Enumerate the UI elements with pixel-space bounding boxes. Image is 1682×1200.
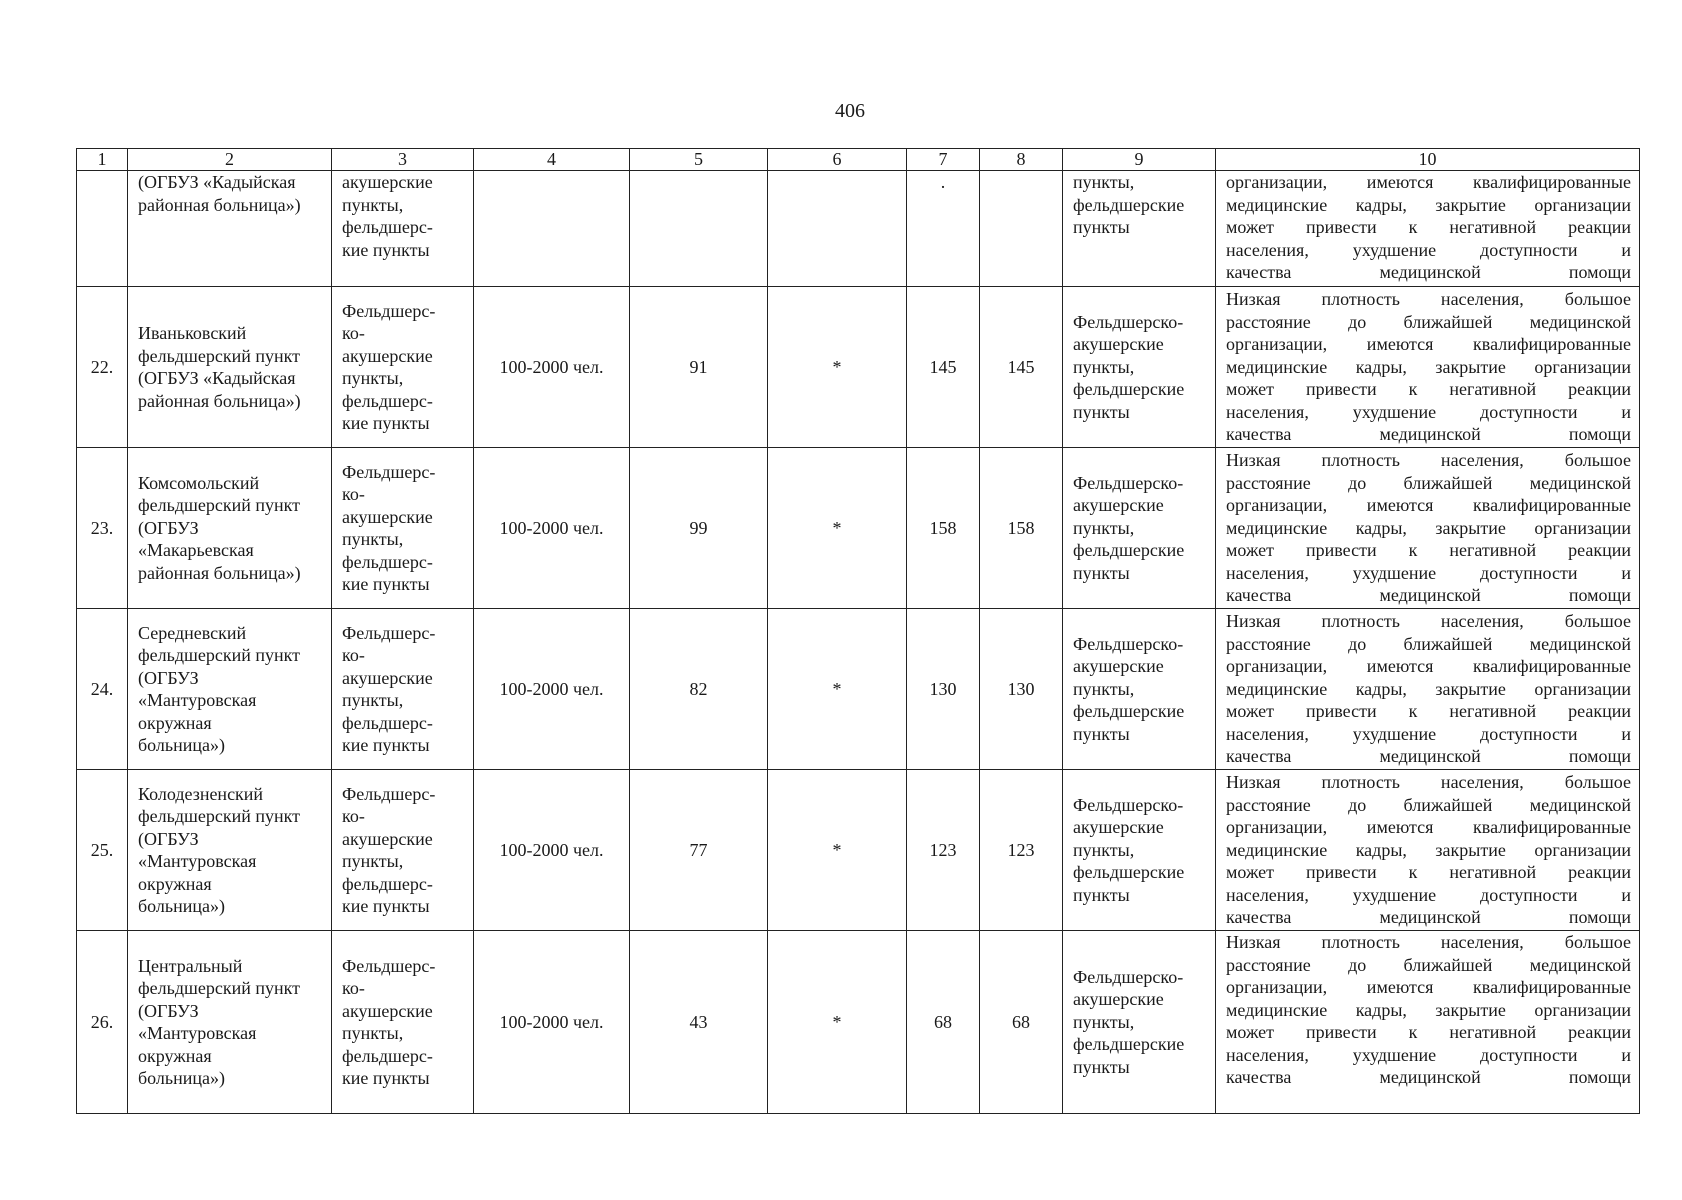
text-line: расстояние до ближайшей медицинской <box>1226 311 1631 332</box>
text-line: фельдшерс- <box>342 873 433 894</box>
text-line: пункты <box>1073 884 1130 905</box>
text-line: Низкая плотность населения, большое <box>1226 932 1631 952</box>
facility-type-cell <box>332 931 474 1114</box>
table-row <box>77 609 1640 770</box>
col7-cell: 123 <box>907 770 980 931</box>
col8-cell: 123 <box>980 770 1063 931</box>
text-line: Середневский <box>138 622 247 643</box>
column-header: 9 <box>1063 149 1216 171</box>
text-line: (ОГБУЗ <box>138 1000 199 1021</box>
text-line: организации, имеются квалифицированные <box>1226 656 1631 677</box>
column-header: 10 <box>1216 149 1640 171</box>
text-line: пункты, <box>342 194 404 215</box>
text-line: пункты, <box>1073 517 1135 538</box>
text-line: фельдшерские <box>1073 379 1185 400</box>
text-line: районная больница») <box>138 194 301 215</box>
text-line: пункты, <box>342 529 404 549</box>
text-line: Иваньковский <box>138 323 247 343</box>
text-line: населения, ухудшение доступности и <box>1226 884 1631 905</box>
table-header-row <box>77 149 1640 171</box>
text-line: акушерские <box>342 345 433 366</box>
col6-cell: * <box>768 448 907 609</box>
text-line: медицинские кадры, закрытие организации <box>1226 194 1631 215</box>
col6-cell: * <box>768 609 907 770</box>
text-line: Фельдшерс- <box>342 783 436 804</box>
text-line: качества медицинской помощи <box>1226 746 1631 767</box>
text-line: Низкая плотность населения, большое <box>1226 450 1631 471</box>
row-number-cell: 23. <box>77 448 128 609</box>
text-line: (ОГБУЗ «Кадыйская <box>138 172 296 192</box>
reason-cell <box>1216 171 1640 287</box>
col6-cell <box>768 171 907 287</box>
col5-cell: 82 <box>630 609 768 770</box>
text-line: расстояние до ближайшей медицинской <box>1226 472 1631 493</box>
text-line: Низкая плотность населения, большое <box>1226 772 1631 793</box>
column-header: 4 <box>474 149 630 171</box>
facility-name-cell <box>128 931 332 1114</box>
text-line: медицинские кадры, закрытие организации <box>1226 839 1631 860</box>
text-line: Центральный <box>138 955 243 976</box>
text-line: Фельдшерско- <box>1073 966 1184 987</box>
facility-name-cell <box>128 609 332 770</box>
text-line: населения, ухудшение доступности и <box>1226 401 1631 422</box>
col7-cell: 145 <box>907 287 980 448</box>
col5-cell: 91 <box>630 287 768 448</box>
page-number: 406 <box>835 100 865 122</box>
text-line: кие пункты <box>342 896 430 916</box>
text-line: Фельдшерско- <box>1073 311 1184 332</box>
text-line: может привести к негативной реакции <box>1226 862 1631 883</box>
text-line: населения, ухудшение доступности и <box>1226 239 1631 260</box>
facility-type-cell <box>332 448 474 609</box>
column-header: 5 <box>630 149 768 171</box>
table-row <box>77 931 1640 1114</box>
text-line: кие пункты <box>342 574 430 594</box>
text-line: фельдшерс- <box>342 712 433 733</box>
text-line: кие пункты <box>342 413 430 433</box>
text-line: организации, имеются квалифицированные <box>1226 817 1631 838</box>
text-line: акушерские <box>342 172 433 192</box>
text-line: организации, имеются квалифицированные <box>1226 334 1631 355</box>
text-line: Низкая плотность населения, большое <box>1226 289 1631 310</box>
text-line: фельдшерский пункт <box>138 978 300 998</box>
col8-cell: 145 <box>980 287 1063 448</box>
text-line: фельдшерс- <box>342 390 433 411</box>
column-header: 7 <box>907 149 980 171</box>
column-header: 6 <box>768 149 907 171</box>
text-line: (ОГБУЗ <box>138 828 199 849</box>
text-line: качества медицинской помощи <box>1226 585 1631 606</box>
text-line: акушерские <box>342 506 433 527</box>
text-line: (ОГБУЗ <box>138 517 199 538</box>
row-number-cell: 26. <box>77 931 128 1114</box>
table-row <box>77 770 1640 931</box>
text-line: кие пункты <box>342 1068 430 1088</box>
text-line: акушерские <box>1073 656 1164 677</box>
text-line: пункты, <box>342 851 404 871</box>
facility-type-cell <box>332 287 474 448</box>
text-line: пункты, <box>1073 356 1135 377</box>
text-line: фельдшерский пункт <box>138 806 300 826</box>
text-line: окружная <box>138 873 212 894</box>
text-line: Комсомольский <box>138 472 260 493</box>
text-line: «Мантуровская <box>138 851 257 871</box>
text-line: Фельдшерско- <box>1073 794 1184 815</box>
text-line: фельдшерский пункт <box>138 645 300 665</box>
text-line: больница») <box>138 896 225 916</box>
text-line: медицинские кадры, закрытие организации <box>1226 517 1631 538</box>
text-line: фельдшерс- <box>342 1045 433 1066</box>
text-line: фельдшерс- <box>342 551 433 572</box>
text-line: фельдшерс- <box>342 217 433 237</box>
text-line: качества медицинской помощи <box>1226 424 1631 445</box>
col5-cell: 99 <box>630 448 768 609</box>
profile-cell <box>1063 287 1216 448</box>
row-number-cell: 24. <box>77 609 128 770</box>
facility-name-cell <box>128 770 332 931</box>
text-line: акушерские <box>1073 495 1164 516</box>
text-line: Низкая плотность населения, большое <box>1226 611 1631 632</box>
reason-cell <box>1216 287 1640 448</box>
row-number-cell: 25. <box>77 770 128 931</box>
col8-cell: 158 <box>980 448 1063 609</box>
text-line: ко- <box>342 645 365 665</box>
text-line: пункты <box>1073 217 1130 237</box>
text-line: акушерские <box>1073 989 1164 1010</box>
reason-cell <box>1216 609 1640 770</box>
facility-name-cell <box>128 171 332 287</box>
text-line: пункты, <box>342 1023 404 1043</box>
population-cell: 100-2000 чел. <box>474 448 630 609</box>
text-line: фельдшерский пункт <box>138 345 300 366</box>
text-line: ко- <box>342 484 365 504</box>
text-line: расстояние до ближайшей медицинской <box>1226 633 1631 654</box>
text-line: акушерские <box>342 828 433 849</box>
facility-type-cell <box>332 770 474 931</box>
text-line: Фельдшерс- <box>342 461 436 482</box>
text-line: Фельдшерс- <box>342 955 436 976</box>
text-line: может привести к негативной реакции <box>1226 701 1631 722</box>
text-line: может привести к негативной реакции <box>1226 540 1631 561</box>
text-line: пункты, <box>1073 1011 1135 1032</box>
col6-cell: * <box>768 770 907 931</box>
col7-cell: 158 <box>907 448 980 609</box>
text-line: фельдшерские <box>1073 701 1185 722</box>
text-line: Фельдшерско- <box>1073 633 1184 654</box>
text-line: медицинские кадры, закрытие организации <box>1226 999 1631 1020</box>
col6-cell: * <box>768 931 907 1114</box>
facility-type-cell <box>332 609 474 770</box>
text-line: Фельдшерс- <box>342 622 436 643</box>
table-row <box>77 287 1640 448</box>
column-header: 2 <box>128 149 332 171</box>
col8-cell: 68 <box>980 931 1063 1114</box>
text-line: пункты, <box>342 690 404 710</box>
table-row <box>77 448 1640 609</box>
table-row-continuation <box>77 171 1640 287</box>
text-line: Фельдшерско- <box>1073 472 1184 493</box>
text-line: Колодезненский <box>138 783 264 804</box>
text-line: фельдшерские <box>1073 1034 1185 1055</box>
column-header: 1 <box>77 149 128 171</box>
text-line: акушерские <box>342 1000 433 1021</box>
text-line: фельдшерские <box>1073 540 1185 561</box>
profile-cell <box>1063 171 1216 287</box>
col7-cell: 130 <box>907 609 980 770</box>
text-line: населения, ухудшение доступности и <box>1226 562 1631 583</box>
text-line: акушерские <box>342 667 433 688</box>
text-line: больница») <box>138 735 225 755</box>
text-line: (ОГБУЗ «Кадыйская <box>138 368 296 388</box>
text-line: организации, имеются квалифицированные <box>1226 495 1631 516</box>
text-line: больница») <box>138 1068 225 1088</box>
text-line: медицинские кадры, закрытие организации <box>1226 356 1631 377</box>
col7-cell: . <box>907 171 980 287</box>
facilities-table <box>76 148 1640 1114</box>
text-line: (ОГБУЗ <box>138 667 199 688</box>
column-header: 8 <box>980 149 1063 171</box>
col5-cell: 77 <box>630 770 768 931</box>
profile-cell <box>1063 448 1216 609</box>
reason-cell <box>1216 448 1640 609</box>
text-line: качества медицинской помощи <box>1226 1067 1631 1087</box>
text-line: пункты, <box>1073 678 1135 699</box>
text-line: фельдшерские <box>1073 194 1185 215</box>
text-line: акушерские <box>1073 817 1164 838</box>
text-line: организации, имеются квалифицированные <box>1226 977 1631 997</box>
col8-cell: 130 <box>980 609 1063 770</box>
population-cell: 100-2000 чел. <box>474 770 630 931</box>
text-line: фельдшерские <box>1073 862 1185 883</box>
text-line: ко- <box>342 323 365 343</box>
population-cell: 100-2000 чел. <box>474 287 630 448</box>
col5-cell <box>630 171 768 287</box>
facility-name-cell <box>128 287 332 448</box>
text-line: «Макарьевская <box>138 540 254 561</box>
text-line: пункты <box>1073 562 1130 583</box>
text-line: пункты, <box>342 368 404 388</box>
text-line: окружная <box>138 712 212 733</box>
text-line: медицинские кадры, закрытие организации <box>1226 678 1631 699</box>
text-line: ко- <box>342 978 365 998</box>
col7-cell: 68 <box>907 931 980 1114</box>
text-line: районная больница») <box>138 390 301 411</box>
text-line: пункты <box>1073 1056 1130 1077</box>
population-cell: 100-2000 чел. <box>474 931 630 1114</box>
text-line: организации, имеются квалифицированные <box>1226 172 1631 192</box>
col6-cell: * <box>768 287 907 448</box>
text-line: пункты <box>1073 723 1130 744</box>
row-number-cell <box>77 171 128 287</box>
text-line: может привести к негативной реакции <box>1226 379 1631 400</box>
text-line: районная больница») <box>138 562 301 583</box>
text-line: кие пункты <box>342 239 430 260</box>
column-header: 3 <box>332 149 474 171</box>
population-cell: 100-2000 чел. <box>474 609 630 770</box>
reason-cell <box>1216 931 1640 1114</box>
col8-cell <box>980 171 1063 287</box>
text-line: пункты <box>1073 401 1130 422</box>
text-line: фельдшерский пункт <box>138 495 300 516</box>
text-line: Фельдшерс- <box>342 300 436 321</box>
population-cell <box>474 171 630 287</box>
row-number-cell: 22. <box>77 287 128 448</box>
text-line: может привести к негативной реакции <box>1226 217 1631 237</box>
facility-type-cell <box>332 171 474 287</box>
text-line: качества медицинской помощи <box>1226 907 1631 928</box>
col5-cell: 43 <box>630 931 768 1114</box>
text-line: «Мантуровская <box>138 1023 257 1043</box>
reason-cell <box>1216 770 1640 931</box>
text-line: окружная <box>138 1045 212 1066</box>
profile-cell <box>1063 609 1216 770</box>
text-line: «Мантуровская <box>138 690 257 710</box>
text-line: качества медицинской помощи <box>1226 262 1631 282</box>
profile-cell <box>1063 931 1216 1114</box>
text-line: населения, ухудшение доступности и <box>1226 1044 1631 1065</box>
text-line: кие пункты <box>342 735 430 755</box>
text-line: может привести к негативной реакции <box>1226 1022 1631 1042</box>
facility-name-cell <box>128 448 332 609</box>
text-line: пункты, <box>1073 172 1135 192</box>
text-line: ко- <box>342 806 365 826</box>
text-line: населения, ухудшение доступности и <box>1226 723 1631 744</box>
text-line: акушерские <box>1073 334 1164 355</box>
text-line: расстояние до ближайшей медицинской <box>1226 954 1631 975</box>
text-line: расстояние до ближайшей медицинской <box>1226 794 1631 815</box>
text-line: пункты, <box>1073 839 1135 860</box>
profile-cell <box>1063 770 1216 931</box>
